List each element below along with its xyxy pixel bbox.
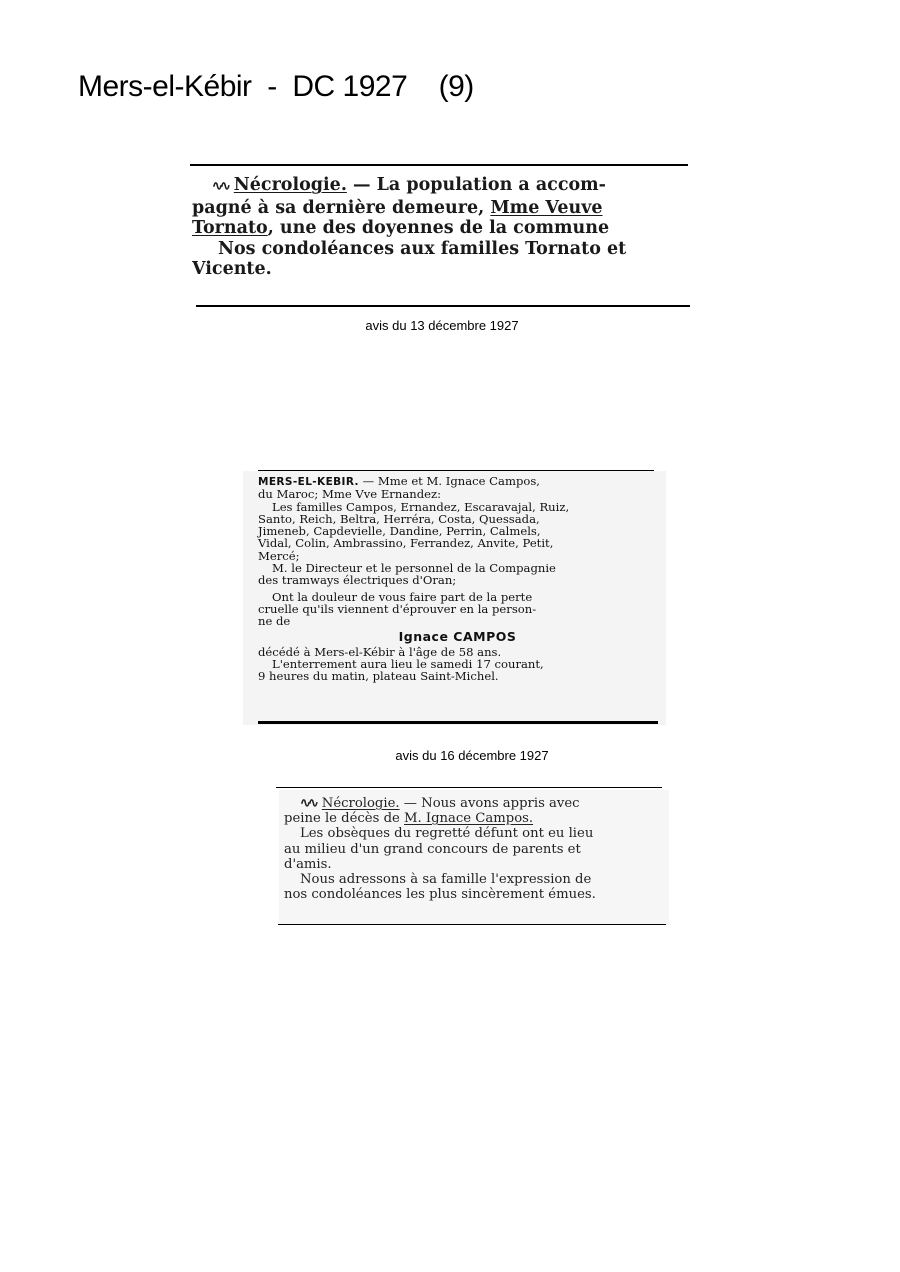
clipping-1-notice [192,175,692,287]
clipping-1-line-5: Vicente. [192,259,272,279]
clipping-1-top-rule [190,164,688,166]
clipping-2-lead: MERS-EL-KEBIR. [258,476,359,488]
clipping-3-line-1: ∿∿ Nécrologie. — Nous avons appris avec [300,796,580,811]
clipping-3-line-2: peine le décès de M. Ignace Campos. [284,811,534,827]
clipping-2-notice [243,471,666,725]
clipping-1-heading: Nécrologie. [233,175,347,195]
clipping-1-bottom-rule [196,305,690,307]
clipping-2-line-14: décédé à Mers-el-Kébir à l'âge de 58 ans. [258,644,502,659]
clipping-2-line-5: Jimeneb, Capdevielle, Dandine, Perrin, Calmels, [258,524,541,539]
clipping-2-caption: avis du 16 décembre 1927 [395,748,549,763]
deceased-name: Ignace CAMPOS [398,628,517,644]
clipping-3-line-6: Nous adressons à sa famille l'expression de [300,872,592,888]
clipping-2-line-4: Santo, Reich, Beltra, Herréra, Costa, Quessada, [258,511,540,526]
clipping-2-line-9: des tramways électriques d'Oran; [258,573,457,588]
clipping-2-bottom-rule [258,721,658,724]
clipping-2-line-12: ne de [258,614,291,629]
clipping-3-bottom-rule [278,924,666,925]
clipping-3-notice [279,790,669,925]
clipping-2-line-16: 9 heures du matin, plateau Saint-Michel. [258,669,499,684]
clipping-3-top-rule [276,787,662,788]
clipping-2-line-1: MERS-EL-KEBIR. — Mme et M. Ignace Campos, [258,474,540,488]
clipping-2-line-2: du Maroc; Mme Vve Ernandez: [258,487,441,502]
clipping-1-line-1: ∿∿ Nécrologie. — La population a accom- [212,175,606,195]
clipping-1-line-2: pagné à sa dernière demeure, Mme Veuve [192,197,603,218]
clipping-3-line-7: nos condoléances les plus sincèrement émues. [284,887,596,903]
clipping-2-line-7: Mercé; [258,548,300,563]
clipping-1-line-3: Tornato, une des doyennes de la commune [192,218,610,238]
clipping-2-line-6: Vidal, Colin, Ambrassino, Ferrandez, Anvite, Petit, [258,536,554,551]
clipping-3-line-4: au milieu d'un grand concours de parents et [284,841,581,857]
clipping-1-line-4: Nos condoléances aux familles Tornato et [218,238,627,259]
clipping-3-line-3: Les obsèques du regretté défunt ont eu lieu [300,826,594,842]
page-title: Mers-el-Kébir - DC 1927 (9) [78,70,474,103]
clipping-3-heading: Nécrologie. [321,796,400,811]
clipping-2-line-8: M. le Directeur et le personnel de la Compagnie [272,561,556,576]
ornament-icon: ∿∿ [212,179,228,194]
clipping-1-caption: avis du 13 décembre 1927 [365,318,519,333]
ornament-icon: ∿∿ [300,796,316,811]
clipping-2-line-10: Ont la douleur de vous faire part de la perte [272,589,533,604]
clipping-3-line-5: d'amis. [284,856,332,872]
clipping-2-line-11: cruelle qu'ils viennent d'éprouver en la person- [258,601,537,616]
clipping-2-line-15: L'enterrement aura lieu le samedi 17 courant, [272,656,544,671]
clipping-2-line-3: Les familles Campos, Ernandez, Escaravajal, Ruiz, [272,499,570,514]
